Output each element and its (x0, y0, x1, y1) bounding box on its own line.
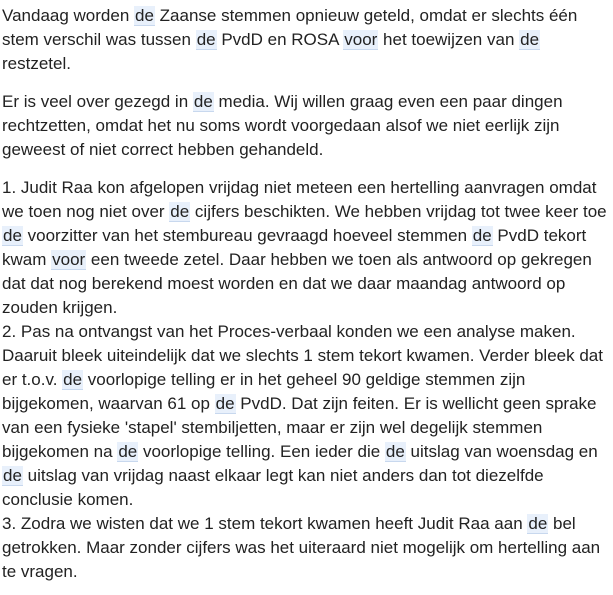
text-run: 3. Zodra we wisten dat we 1 stem tekort kwamen heeft Judit Raa aan (2, 514, 528, 533)
highlighted-word: de (3, 466, 22, 485)
highlighted-word: de (472, 226, 492, 245)
text-run: Vandaag worden (2, 6, 135, 25)
text-run: Er is veel over gezegd in (2, 92, 193, 111)
highlighted-word: de (385, 442, 405, 461)
highlighted-word: de (3, 226, 22, 245)
highlighted-word: de (170, 202, 190, 221)
text-run: bel getrokken. Maar zonder cijfers was het uiteraard niet mogelijk om hertelling aan te vragen. (2, 514, 601, 581)
highlighted-word: voor (344, 30, 378, 49)
text-run: restzetel. (2, 54, 71, 73)
text-run: voorlopige telling er in het geheel 90 geldige stemmen zijn bijgekomen, waarvan 61 op (2, 370, 526, 413)
text-run: PvdD tekort kwam (2, 226, 587, 269)
paragraph-media (2, 90, 610, 162)
paragraph-intro (2, 4, 610, 76)
text-run: het toewijzen van (378, 30, 520, 49)
text-run: Zaanse stemmen opnieuw geteld, omdat er slechts één stem verschil was tussen (2, 6, 578, 49)
text-run: een tweede zetel. Daar hebben we toen als antwoord op gekregen dat dat nog berekend moest worden en dat we daar maandag antwoord op zouden krijgen. (2, 250, 592, 317)
text-run: voorlopige telling. Een ieder die (138, 442, 385, 461)
list-item-3 (2, 512, 610, 584)
text-run: voorzitter van het stembureau gevraagd hoeveel stemmen (22, 226, 472, 245)
text-run: uitslag van woensdag en (405, 442, 598, 461)
text-run: uitslag van vrijdag naast elkaar legt kan niet anders dan tot diezelfde conclusie komen. (2, 466, 544, 509)
highlighted-word: voor (52, 250, 86, 269)
highlighted-word: de (118, 442, 138, 461)
highlighted-word: de (520, 30, 540, 49)
highlighted-word: de (193, 92, 213, 111)
text-run: cijfers beschikten. We hebben vrijdag tot twee keer toe (190, 202, 607, 221)
text-run: 1. Judit Raa kon afgelopen vrijdag niet meteen een hertelling aanvragen omdat we toen nog niet over (2, 178, 597, 221)
numbered-list (2, 176, 610, 584)
highlighted-word: de (528, 514, 548, 533)
list-item-2 (2, 320, 610, 512)
highlighted-word: de (215, 394, 235, 413)
text-run: PvdD. Dat zijn feiten. Er is wellicht geen sprake van een fysieke 'stapel' stembiljetten, maar er zijn wel degelijk stemmen bijgekomen na (2, 394, 597, 461)
text-run: PvdD en ROSA (216, 30, 344, 49)
highlighted-word: de (135, 6, 154, 25)
list-item-1 (2, 176, 610, 320)
text-run: 2. Pas na ontvangst van het Proces-verbaal konden we een analyse maken. Daaruit bleek uiteindelijk dat we slechts 1 stem tekort kwamen. Verder bleek dat er t.o.v. (2, 322, 603, 389)
highlighted-word: de (63, 370, 83, 389)
text-run: media. Wij willen graag even een paar dingen rechtzetten, omdat het nu soms wordt voorgedaan alsof we niet eerlijk zijn geweest of niet correct hebben gehandeld. (2, 92, 563, 159)
highlighted-word: de (196, 30, 216, 49)
